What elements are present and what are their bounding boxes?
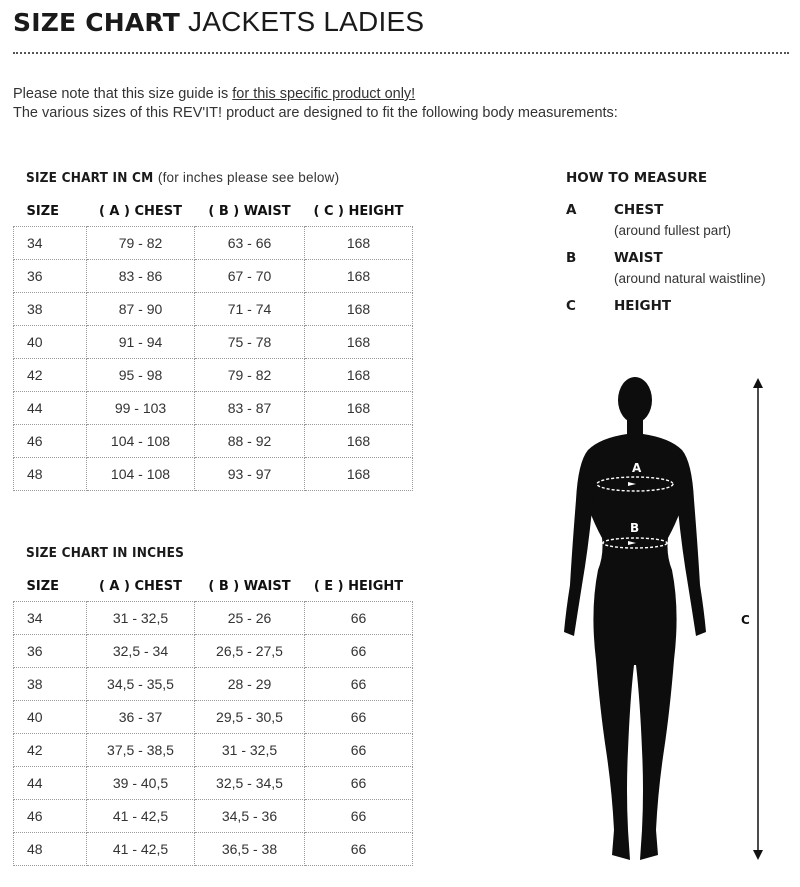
chest-cell: 39 - 40,5 xyxy=(87,767,195,800)
intro-line-1: Please note that this size guide is for this specific product only! xyxy=(13,86,416,102)
body-silhouette-figure xyxy=(540,370,790,880)
height-cell: 168 xyxy=(305,260,413,293)
measure-name: HEIGHT xyxy=(614,298,672,314)
measure-desc: (around fullest part) xyxy=(614,223,732,238)
chest-cell: 41 - 42,5 xyxy=(87,833,195,866)
waist-cell: 63 - 66 xyxy=(195,227,305,260)
size-cell: 36 xyxy=(14,260,87,293)
height-cell: 66 xyxy=(305,734,413,767)
waist-cell: 26,5 - 27,5 xyxy=(195,635,305,668)
header-size: SIZE xyxy=(26,203,60,219)
chest-cell: 32,5 - 34 xyxy=(87,635,195,668)
waist-cell: 79 - 82 xyxy=(195,359,305,392)
measure-desc: (around natural waistline) xyxy=(614,271,766,286)
waist-cell: 75 - 78 xyxy=(195,326,305,359)
height-cell: 168 xyxy=(305,326,413,359)
waist-cell: 36,5 - 38 xyxy=(195,833,305,866)
height-cell: 66 xyxy=(305,668,413,701)
waist-cell: 31 - 32,5 xyxy=(195,734,305,767)
waist-cell: 28 - 29 xyxy=(195,668,305,701)
intro-text xyxy=(13,85,618,123)
cm-table-title: SIZE CHART IN CM (for inches please see below) xyxy=(26,170,340,186)
size-cell: 44 xyxy=(14,767,87,800)
title-bold: SIZE CHART xyxy=(13,8,181,37)
height-cell: 66 xyxy=(305,602,413,635)
table-row xyxy=(14,392,413,425)
waist-cell: 34,5 - 36 xyxy=(195,800,305,833)
height-label-c: C xyxy=(741,613,750,627)
how-to-measure-title: HOW TO MEASURE xyxy=(566,170,708,186)
table-row xyxy=(14,668,413,701)
measure-letter: C xyxy=(566,298,576,314)
size-cell: 40 xyxy=(14,701,87,734)
chest-cell: 104 - 108 xyxy=(87,425,195,458)
chest-cell: 79 - 82 xyxy=(87,227,195,260)
waist-label-b: B xyxy=(630,521,640,535)
chest-cell: 95 - 98 xyxy=(87,359,195,392)
cm-table-note: (for inches please see below) xyxy=(157,170,340,185)
waist-cell: 88 - 92 xyxy=(195,425,305,458)
size-cell: 42 xyxy=(14,734,87,767)
header-chest: ( A ) CHEST xyxy=(98,203,183,219)
table-row xyxy=(14,359,413,392)
height-cell: 66 xyxy=(305,800,413,833)
height-cell: 168 xyxy=(305,359,413,392)
intro-line-2: The various sizes of this REV'IT! product are designed to fit the following body measurements: xyxy=(13,105,618,121)
size-cell: 36 xyxy=(14,635,87,668)
height-cell: 168 xyxy=(305,392,413,425)
table-row xyxy=(14,701,413,734)
measure-letter: A xyxy=(566,202,577,218)
chest-label-a: A xyxy=(632,461,642,475)
waist-cell: 29,5 - 30,5 xyxy=(195,701,305,734)
table-row xyxy=(14,833,413,866)
size-table-cm xyxy=(13,196,413,491)
header-waist: ( B ) WAIST xyxy=(208,578,291,594)
table-row xyxy=(14,326,413,359)
header-chest: ( A ) CHEST xyxy=(98,578,183,594)
height-cell: 66 xyxy=(305,635,413,668)
chest-cell: 87 - 90 xyxy=(87,293,195,326)
height-cell: 168 xyxy=(305,458,413,491)
table-row xyxy=(14,458,413,491)
height-cell: 168 xyxy=(305,425,413,458)
waist-cell: 32,5 - 34,5 xyxy=(195,767,305,800)
table-row xyxy=(14,767,413,800)
size-cell: 38 xyxy=(14,668,87,701)
height-arrow xyxy=(741,378,763,860)
size-cell: 48 xyxy=(14,458,87,491)
waist-cell: 25 - 26 xyxy=(195,602,305,635)
chest-cell: 34,5 - 35,5 xyxy=(87,668,195,701)
header-height: ( E ) HEIGHT xyxy=(313,578,404,594)
woman-silhouette-icon xyxy=(564,377,706,860)
waist-cell: 93 - 97 xyxy=(195,458,305,491)
chest-cell: 36 - 37 xyxy=(87,701,195,734)
table-row xyxy=(14,602,413,635)
table-row xyxy=(14,227,413,260)
measure-letter: B xyxy=(566,250,577,266)
measure-name: CHEST xyxy=(614,202,664,218)
table-row xyxy=(14,425,413,458)
waist-cell: 83 - 87 xyxy=(195,392,305,425)
height-cell: 66 xyxy=(305,701,413,734)
dotted-divider xyxy=(13,52,789,54)
height-cell: 66 xyxy=(305,833,413,866)
table-row xyxy=(14,800,413,833)
table-row xyxy=(14,293,413,326)
size-cell: 34 xyxy=(14,602,87,635)
size-table-inches xyxy=(13,571,413,866)
waist-cell: 67 - 70 xyxy=(195,260,305,293)
size-cell: 46 xyxy=(14,800,87,833)
chest-cell: 37,5 - 38,5 xyxy=(87,734,195,767)
table-row xyxy=(14,635,413,668)
height-cell: 168 xyxy=(305,293,413,326)
size-cell: 42 xyxy=(14,359,87,392)
table-row xyxy=(14,734,413,767)
chest-cell: 31 - 32,5 xyxy=(87,602,195,635)
size-cell: 46 xyxy=(14,425,87,458)
header-waist: ( B ) WAIST xyxy=(208,203,291,219)
chest-cell: 83 - 86 xyxy=(87,260,195,293)
size-cell: 40 xyxy=(14,326,87,359)
height-cell: 168 xyxy=(305,227,413,260)
chest-cell: 99 - 103 xyxy=(87,392,195,425)
chest-cell: 91 - 94 xyxy=(87,326,195,359)
page-title xyxy=(13,6,424,38)
waist-cell: 71 - 74 xyxy=(195,293,305,326)
chest-cell: 104 - 108 xyxy=(87,458,195,491)
chest-cell: 41 - 42,5 xyxy=(87,800,195,833)
inch-table-title: SIZE CHART IN INCHES xyxy=(26,545,185,561)
table-row xyxy=(14,260,413,293)
size-cell: 34 xyxy=(14,227,87,260)
size-cell: 48 xyxy=(14,833,87,866)
size-cell: 38 xyxy=(14,293,87,326)
height-cell: 66 xyxy=(305,767,413,800)
size-cell: 44 xyxy=(14,392,87,425)
header-size: SIZE xyxy=(26,578,60,594)
header-height: ( C ) HEIGHT xyxy=(313,203,404,219)
measure-name: WAIST xyxy=(614,250,663,266)
title-subtitle: JACKETS LADIES xyxy=(188,6,425,37)
specific-product-note: for this specific product only! xyxy=(232,86,416,102)
